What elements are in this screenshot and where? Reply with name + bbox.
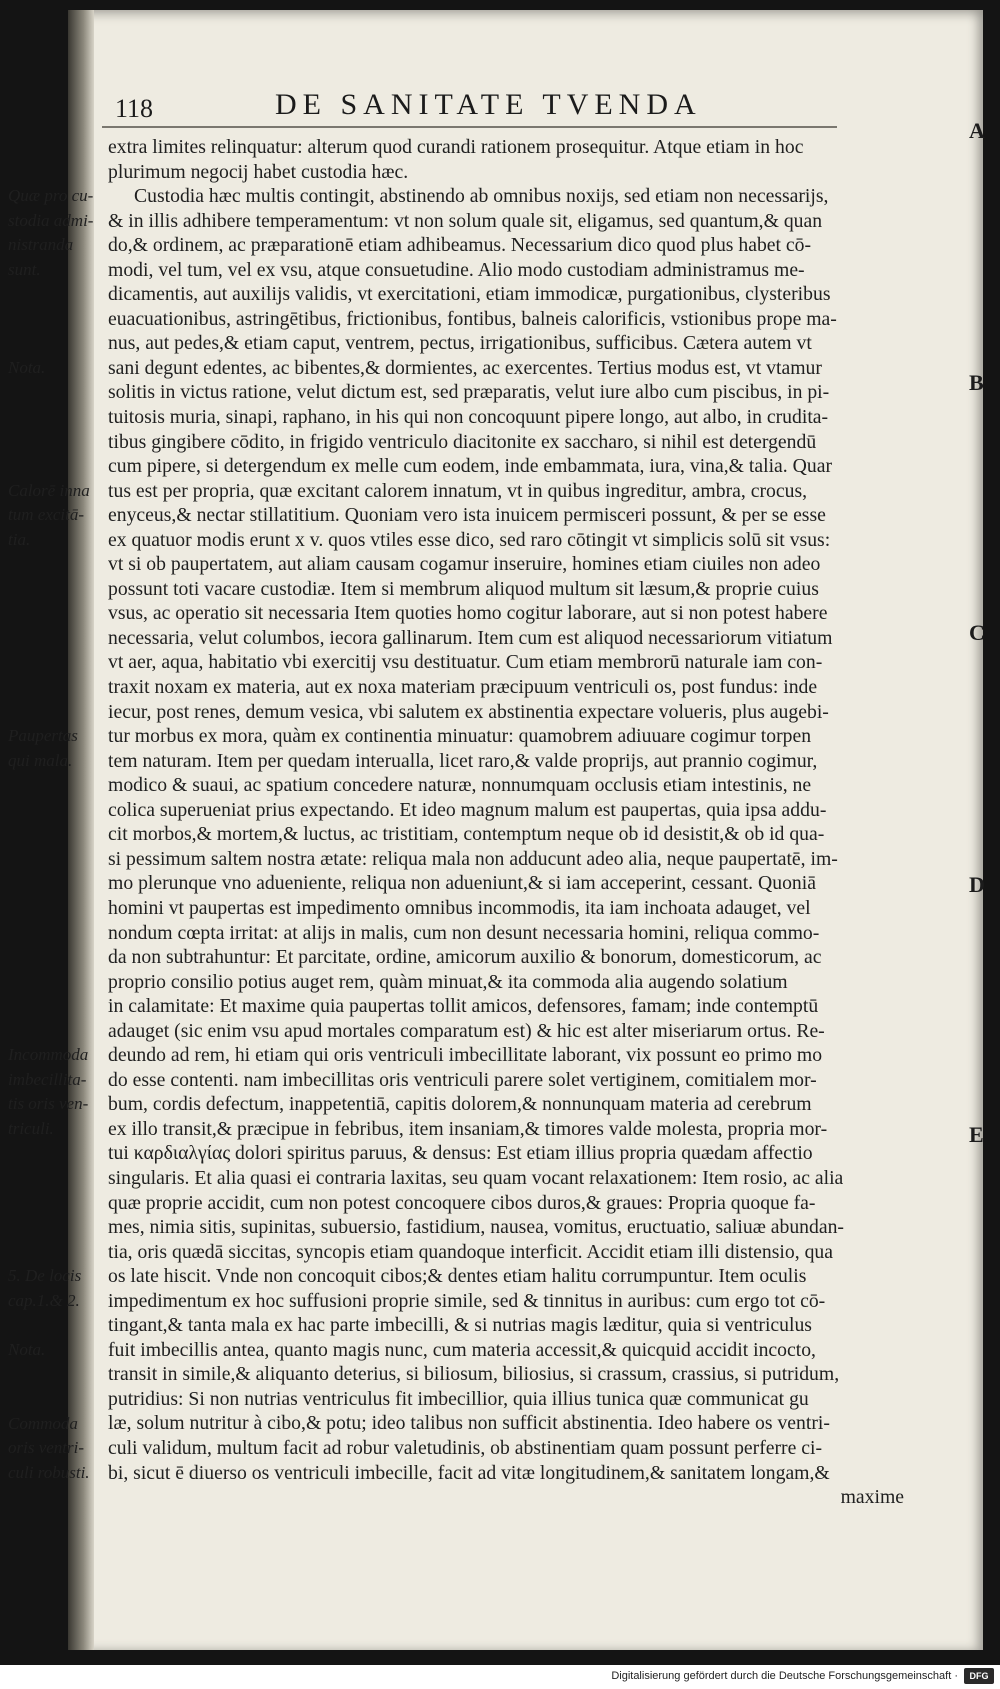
margin-note-line: tis oris ven-: [8, 1094, 89, 1114]
edge-letter-a: A: [969, 118, 985, 143]
text-line: tuitosis muria, sinapi, raphano, in his qui non concoquunt pipere longo, aut albo, in crudita-: [108, 406, 829, 429]
margin-note-line: culi robusti.: [8, 1462, 90, 1482]
page-header: [115, 88, 835, 128]
text-line: nus, aut pedes,& etiam caput, ventrem, pectus, irrigationibus, sufficibus. Cætera autem vt: [108, 332, 812, 355]
text-line: euacuationibus, astringētibus, frictionibus, fontibus, balneis calorificis, vstionibus prope ma-: [108, 307, 837, 330]
margin-note: [8, 479, 108, 553]
text-line: singularis. Et alia quasi ei contraria laxitas, seu quam vocant relaxationem: Item rosio, ac alia: [108, 1166, 844, 1189]
text-line: extra limites relinquatur: alterum quod curandi rationem prosequitur. Atque etiam in hoc: [108, 136, 804, 158]
text-line: cum pipere, si detergendum ex melle cum eodem, inde embammata, iura, vina,& talia. Quar: [108, 455, 832, 478]
text-line: impedimentum ex hoc suffusioni proprie simile, sed & tinnitus in auribus: cum ergo tot cō-: [108, 1289, 826, 1312]
footer-credit: Digitalisierung gefördert durch die Deutsche Forschungsgemeinschaft ·: [611, 1670, 958, 1682]
text-line: quæ proprie accidit, cum non potest concoquere cibos duros,& graues: Propria quoque fa-: [108, 1191, 816, 1214]
main-text-column: [8, 135, 908, 1510]
text-line: iecur, post renes, demum vesica, vbi salutem ex abstinentia expectare volueris, plus augebi-: [108, 700, 829, 723]
text-line: cit morbos,& mortem,& luctus, ac tristitiam, contemptum neque ob id desistit,& ob id qua-: [108, 823, 825, 846]
margin-note-line: oris ventri-: [8, 1438, 85, 1458]
edge-letter-d: D: [969, 872, 985, 897]
text-line: tem naturam. Item per quedam interualla, licet raro,& valde proprijs, aut prannio cogimur,: [108, 749, 818, 772]
text-line: do,& ordinem, ac præparationē etiam adhibeamus. Necessarium dico quod plus habet cō-: [108, 234, 812, 257]
text-line: nondum cœpta irritat: at alijs in malis, cum non desunt necessaria homini, reliqua commo-: [108, 921, 820, 944]
text-line: bum, cordis defectum, inappetentiā, capitis dolorem,& nonnunquam materia ad cerebrum: [108, 1093, 812, 1116]
margin-note: [8, 356, 108, 381]
text-line: vt si ob paupertatem, aut aliam causam cogamur inseruire, homines etiam ciuiles non adeo: [108, 553, 821, 576]
margin-note-line: cap.1.& 2.: [8, 1290, 80, 1310]
text-line: vsus, ac operatio sit necessaria Item quoties homo cogitur laborare, aut si non potest habere: [108, 602, 828, 625]
text-line: da non subtrahuntur: Et parcitate, ordine, amicorum auxilio & bonorum, domesticorum, ac: [108, 946, 822, 969]
text-line: ex quatuor modis erunt x v. quos vtiles esse dico, sed raro cōtingit vt simplicis solū sit vsus:: [108, 528, 831, 551]
text-line: homini vt paupertas est impedimento omnibus incommodis, ita iam inchoata adauget, vel: [108, 896, 811, 919]
digitization-footer: [0, 1665, 1000, 1689]
text-line: mo plerunque vno adueniente, reliqua non adueniunt,& si iam acceperint, cessant. Quoniā: [108, 872, 816, 895]
text-line: læ, solum nutritur à cibo,& potu; ideo talibus non sufficit abstinentia. Ideo habere os ventri-: [108, 1412, 830, 1435]
text-line: si pessimum saltem nostra ætate: reliqua mala non adducunt adeo alia, neque paupertatē, im-: [108, 847, 838, 870]
catchword: maxime: [840, 1486, 904, 1509]
edge-letter-e: E: [969, 1122, 984, 1147]
text-line: culi validum, multum facit ad robur valetudinis, ob abstinentiam quam possunt perferre ci-: [108, 1436, 823, 1459]
text-line: vt aer, aqua, habitatio vbi exercitij vsu destituatur. Cum etiam membrorū naturale iam con-: [108, 651, 823, 674]
edge-letter-c: C: [969, 620, 985, 645]
text-line: Custodia hæc multis contingit, abstinendo ab omnibus noxijs, sed etiam non necessarijs,: [134, 185, 829, 208]
margin-note-line: Nota.: [8, 1339, 46, 1359]
text-line: fuit imbecillis antea, quanto magis nunc, cum materia accessit,& quicquid accidit incocto,: [108, 1338, 816, 1361]
margin-note-line: Incommoda: [8, 1045, 89, 1065]
text-line: traxit noxam ex materia, aut ex noxa materiam præcipuum ventriculi os, post fundus: inde: [108, 676, 818, 699]
text-line: necessaria, velut columbos, iecora gallinarum. Item cum est aliquod necessariorum vitiatum: [108, 626, 833, 649]
margin-note: [8, 184, 108, 282]
text-line: bi, sicut ē diuerso os ventriculi imbecille, facit ad vitæ longitudinem,& sanitatem longam,&: [108, 1461, 830, 1484]
text-line: transit in simile,& aliquanto deterius, si biliosum, biliosius, si crassum, crassius, si putridum,: [108, 1363, 840, 1386]
text-line: tia, oris quædā siccitas, syncopis etiam quandoque interficit. Accidit etiam illi distensio, qua: [108, 1240, 834, 1263]
text-line: enyceus,& nectar stillatitium. Quoniam vero ista inuicem permisceri possunt, & per se esse: [108, 504, 826, 527]
margin-note-line: sunt.: [8, 259, 41, 279]
margin-note-line: stodia admi-: [8, 210, 94, 230]
dfg-logo: DFG: [964, 1668, 994, 1684]
text-line: & in illis adhibere temperamentum: vt non solum quale sit, eligamus, sed quantum,& quan: [108, 209, 823, 232]
text-line: do esse contenti. nam imbecillitas oris ventriculi parere solet vertiginem, comitialem mor-: [108, 1068, 817, 1091]
text-line: tur morbus ex mora, quàm ex continentia minuatur: quamobrem adiuuare cogimur torpen: [108, 725, 812, 748]
margin-note: [8, 1264, 108, 1313]
margin-note-line: 5. De locis: [8, 1266, 82, 1286]
margin-note: [8, 1412, 108, 1486]
margin-note-line: Calorē inna: [8, 480, 90, 500]
margin-note-line: nistranda: [8, 235, 74, 255]
running-title: DE SANITATE TVENDA: [275, 88, 702, 121]
text-line: ex illo transit,& præcipue in febribus, item insaniam,& timores valde molesta, propria mor-: [108, 1117, 828, 1140]
margin-note-line: qui mala.: [8, 750, 73, 770]
margin-note-line: tia.: [8, 529, 31, 549]
margin-note-line: triculi.: [8, 1118, 54, 1138]
text-line: plurimum negocij habet custodia hæc.: [108, 160, 409, 183]
text-line: possunt toti vacare custodiæ. Item si membrum aliquod multum sit læsum,& proprie cuius: [108, 577, 819, 600]
margin-note-line: Paupertas: [8, 726, 78, 746]
text-line: colica superueniat prius expectando. Et ideo magnum malum est paupertas, quia ipsa addu-: [108, 798, 827, 821]
margin-note-line: Commoda: [8, 1413, 78, 1433]
page-number: 118: [115, 94, 154, 123]
text-line: tus est per propria, quæ excitant calorem innatum, vt in quibus ingreditur, ambra, crocus,: [108, 479, 808, 502]
text-line: modico & suaui, ac spatium concedere naturæ, nonnumquam occlusis etiam intestinis, ne: [108, 774, 812, 797]
edge-letter-b: B: [969, 370, 984, 395]
text-line: os late hiscit. Vnde non concoquit cibos;& dentes etiam halitu corrumpuntur. Item oculis: [108, 1265, 807, 1288]
text-line: proprio consilio potius auget rem, quàm minuat,& ita commoda alia augendo solatium: [108, 970, 788, 993]
text-line: tibus gingibere cōdito, in frigido ventriculo diacitonite ex saccharo, si nihil est detergendū: [108, 430, 817, 453]
margin-note: [8, 1338, 108, 1363]
margin-note-line: imbecillita-: [8, 1069, 87, 1089]
text-line: modi, vel tum, vel ex vsu, atque consuetudine. Alio modo custodiam administramus me-: [108, 258, 805, 281]
text-line: adauget (sic enim vsu apud mortales comparatum est) & hic est alter miseriarum ortus. Re-: [108, 1019, 825, 1042]
margin-note-line: Quæ pro cu-: [8, 186, 94, 206]
margin-note: [8, 724, 108, 773]
text-line: tingant,& tanta mala ex hac parte imbecilli, & si nutrias magis læditur, quia si ventriculus: [108, 1314, 812, 1337]
margin-note-line: Nota.: [8, 357, 46, 377]
margin-note: [8, 1043, 108, 1141]
text-line: in calamitate: Et maxime quia paupertas tollit amicos, defensores, famam; inde contemptū: [108, 995, 819, 1018]
text-line: tui καρδιαλγίας dolori spiritus paruus, & densus: Est etiam illius propria quædam affectio: [108, 1142, 813, 1165]
text-line: mes, nimia sitis, supinitas, subuersio, fastidium, nausea, vomitus, eructuatio, saliuæ abundan-: [108, 1216, 844, 1239]
text-line: dicamentis, aut auxilijs validis, vt exercitationi, etiam immodicæ, purgationibus, clysteribus: [108, 283, 831, 306]
margin-note-line: tum excitā-: [8, 505, 84, 525]
text-line: sani degunt edentes, ac bibentes,& dormientes, ac exercentes. Tertius modus est, vt vtamur: [108, 356, 822, 379]
header-rule: [102, 126, 837, 128]
text-line: deundo ad rem, hi etiam qui oris ventriculi imbecillitate laborant, vix possunt eo primo mo: [108, 1044, 823, 1067]
text-line: putridius: Si non nutrias ventriculus fit imbecillior, quia illius tunica quæ communicat gu: [108, 1387, 809, 1410]
text-line: solitis in victus ratione, velut dictum est, sed præparatis, velut iure albo cum piscibus, in pi-: [108, 381, 830, 404]
